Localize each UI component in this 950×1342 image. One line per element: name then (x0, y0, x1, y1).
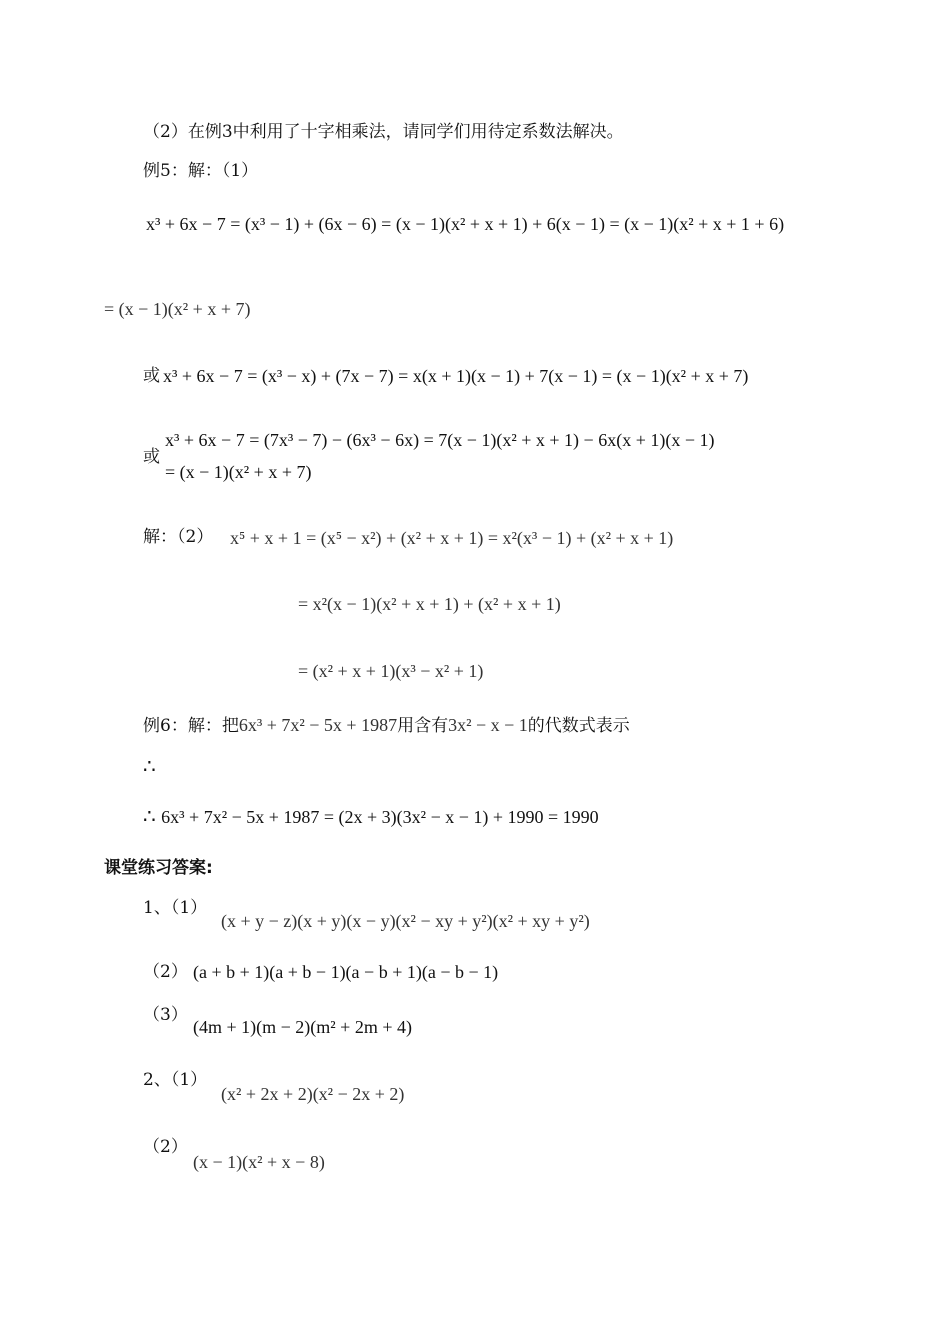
example6-line (143, 714, 630, 737)
answer2-label: 2、（1） (143, 1070, 208, 1090)
example5-part2-line-2: = x²(x − 1)(x² + x + 1) + (x² + x + 1) (298, 594, 561, 614)
example5-alternative-2-line-2: = (x − 1)(x² + x + 7) (165, 462, 312, 482)
example6-result: 6x³ + 7x² − 5x + 1987 = (2x + 3)(3x² − x − 1) + 1990 = 1990 (161, 807, 599, 827)
intro-paragraph: （2）在例3中利用了十字相乘法，请同学们用待定系数法解决。 (143, 122, 624, 142)
example5-alternative-2-line-1: x³ + 6x − 7 = (7x³ − 7) − (6x³ − 6x) = 7(x − 1)(x² + x + 1) − 6x(x + 1)(x − 1) (165, 430, 715, 450)
answer1-part2: (a + b + 1)(a + b − 1)(a − b + 1)(a − b − 1) (193, 962, 499, 982)
answer1-part1: (x + y − z)(x + y)(x − y)(x² − xy + y²)(x² + xy + y²) (221, 911, 590, 931)
example5-alternative-1: x³ + 6x − 7 = (x³ − x) + (7x − 7) = x(x + 1)(x − 1) + 7(x − 1) = (x − 1)(x² + x + 7) (163, 366, 749, 386)
example5-title: 例5：解：（1） (143, 161, 259, 181)
answer1-part2-label: （2） (143, 962, 188, 982)
example6-mid: 用含有 (397, 716, 449, 736)
answer2-part2: (x − 1)(x² + x − 8) (193, 1152, 325, 1172)
example6-prefix: 例6：解：把 (143, 716, 239, 736)
example6-expression-1: 6x³ + 7x² − 5x + 1987 (238, 715, 398, 735)
answer2-part1: (x² + 2x + 2)(x² − 2x + 2) (221, 1084, 405, 1104)
example5-or-label-1: 或 (143, 366, 160, 386)
answer1-part3: (4m + 1)(m − 2)(m² + 2m + 4) (193, 1017, 412, 1037)
example5-or-label-2: 或 (143, 447, 160, 467)
therefore-symbol-1: ∴ (143, 754, 156, 778)
example5-equation-2: = (x − 1)(x² + x + 7) (104, 299, 251, 319)
example6-result-line (143, 805, 599, 829)
answer2-part2-label: （2） (143, 1137, 188, 1157)
example5-part2-line-3: = (x² + x + 1)(x³ − x² + 1) (298, 661, 484, 681)
example6-suffix: 的代数式表示 (527, 716, 630, 736)
answer1-label: 1、（1） (143, 898, 208, 918)
answer1-part3-label: （3） (143, 1005, 188, 1025)
example6-expression-2: 3x² − x − 1 (448, 715, 528, 735)
therefore-symbol-2: ∴ (143, 804, 156, 828)
example5-part2-label: 解：（2） (143, 527, 214, 547)
practice-answers-title: 课堂练习答案: (104, 858, 213, 878)
example5-equation-1: x³ + 6x − 7 = (x³ − 1) + (6x − 6) = (x − 1)(x² + x + 1) + 6(x − 1) = (x − 1)(x² + x + 1 + 6) (146, 214, 785, 234)
example5-part2-line-1: x⁵ + x + 1 = (x⁵ − x²) + (x² + x + 1) = x²(x³ − 1) + (x² + x + 1) (230, 528, 674, 548)
